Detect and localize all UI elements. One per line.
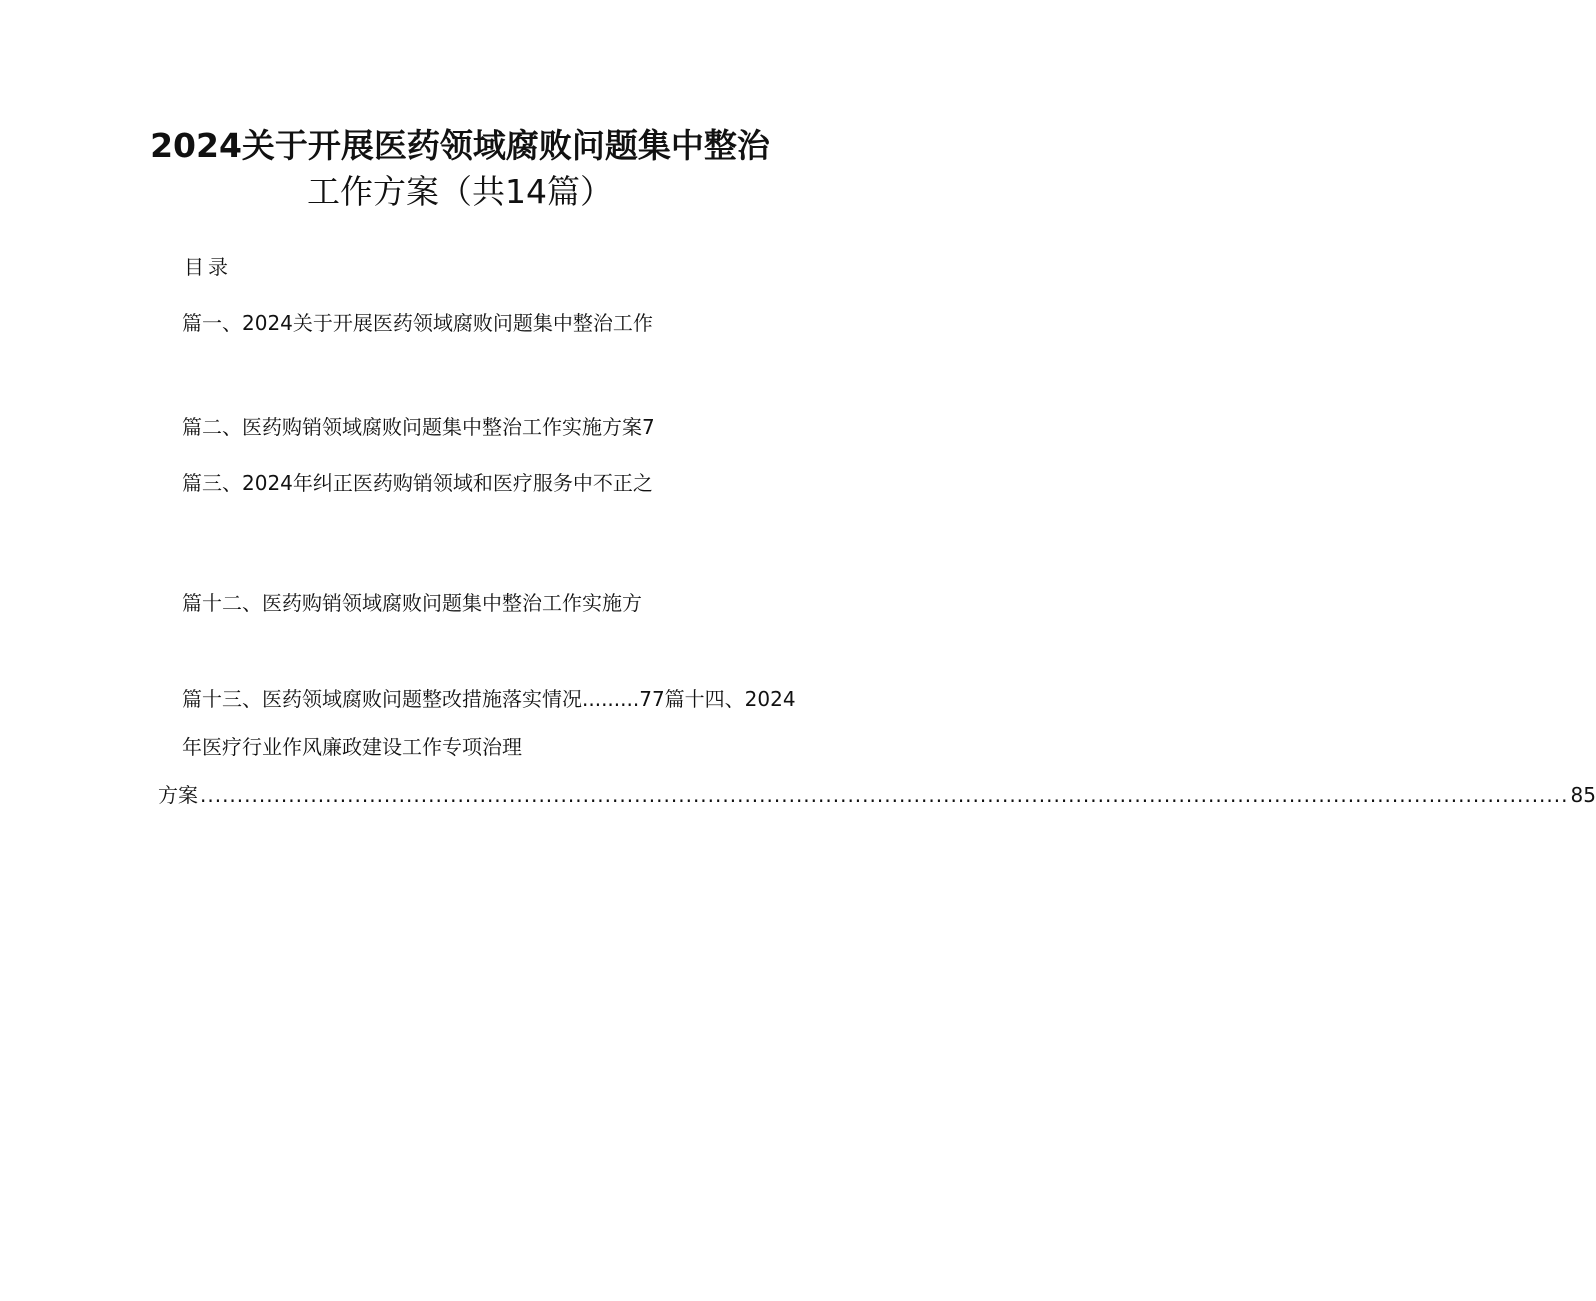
toc-page-number: 85 [1570,783,1596,807]
toc-item-1[interactable]: 篇一、2024关于开展医药领域腐败问题集中整治工作 [182,311,653,335]
toc-item-13[interactable]: 篇十三、医药领域腐败问题整改措施落实情况.........77篇十四、2024 [182,687,796,711]
document-title-line-1: 2024关于开展医药领域腐败问题集中整治 [150,126,770,165]
toc-heading: 目录 [184,255,232,279]
toc-dot-leader: .......................................................................................................................................................................................... [200,783,1569,807]
toc-item-14-label: 方案 [158,783,198,807]
toc-item-14-continued[interactable]: 年医疗行业作风廉政建设工作专项治理 [182,735,522,759]
toc-item-14-last-line[interactable] [158,782,1596,808]
toc-item-3[interactable]: 篇三、2024年纠正医药购销领域和医疗服务中不正之 [182,471,653,495]
toc-item-12[interactable]: 篇十二、医药购销领域腐败问题集中整治工作实施方 [182,591,642,615]
document-title-line-2: 工作方案（共14篇） [307,172,613,211]
toc-item-2[interactable]: 篇二、医药购销领域腐败问题集中整治工作实施方案7 [182,415,655,439]
